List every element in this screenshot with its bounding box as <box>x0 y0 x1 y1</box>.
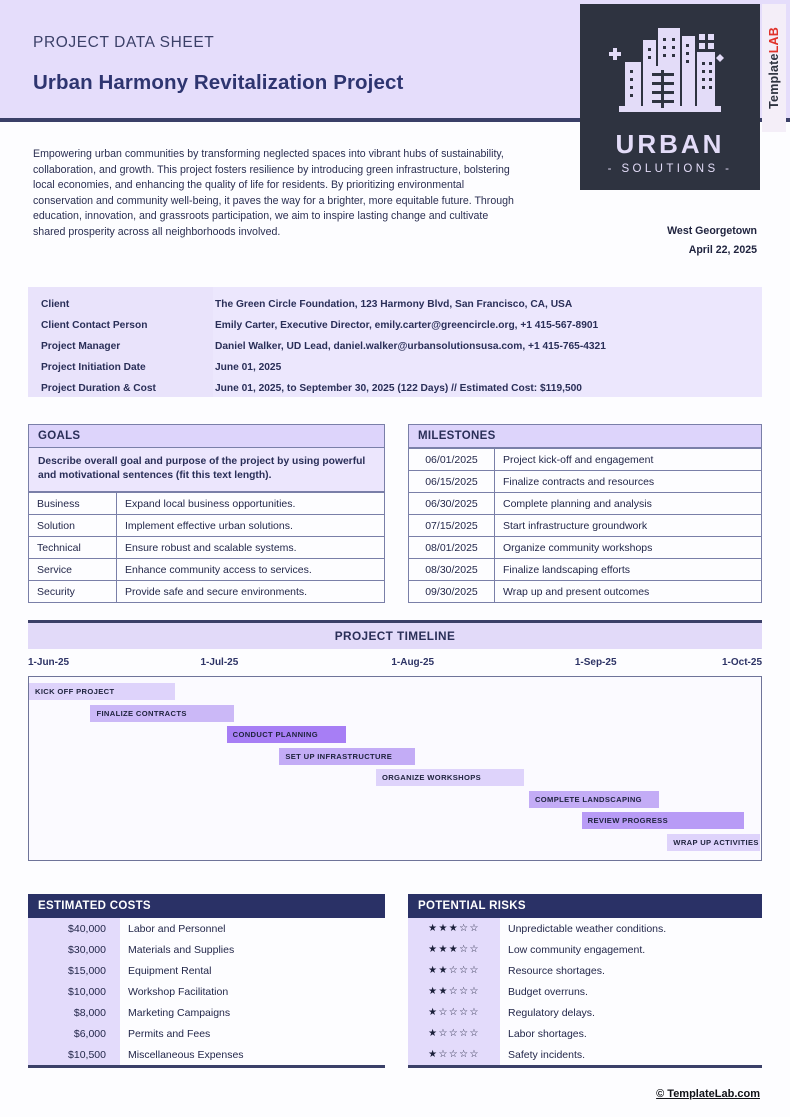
cost-amount: $30,000 <box>28 939 120 960</box>
gantt-bar: FINALIZE CONTRACTS <box>90 705 233 722</box>
table-row <box>408 981 762 1002</box>
risk-text: Resource shortages. <box>508 964 605 977</box>
milestone-text: Start infrastructure groundwork <box>495 515 762 537</box>
table-row <box>408 960 762 981</box>
logo-wordmark: URBAN <box>615 129 725 159</box>
initiation-date-value: June 01, 2025 <box>215 362 282 373</box>
table-row <box>28 1002 385 1023</box>
risks-title: POTENTIAL RISKS <box>408 894 762 918</box>
city-buildings-icon <box>607 18 733 127</box>
milestone-text: Finalize contracts and resources <box>495 471 762 493</box>
table-row <box>28 918 385 939</box>
table-row <box>408 1023 762 1044</box>
milestone-date: 07/15/2025 <box>409 515 495 537</box>
goal-value: Provide safe and secure environments. <box>117 581 385 603</box>
table-row <box>28 960 385 981</box>
risk-rating-stars: ★★★☆☆ <box>408 918 500 939</box>
timeline-tick: 1-Oct-25 <box>721 657 762 668</box>
goals-description: Describe overall goal and purpose of the project by using powerful and motivational sentences (fit this text length). <box>28 448 385 492</box>
page-eyebrow: PROJECT DATA SHEET <box>33 34 215 51</box>
client-label: Client <box>41 299 70 310</box>
table-row <box>28 981 385 1002</box>
risk-rating-stars: ★★☆☆☆ <box>408 960 500 981</box>
table-row <box>29 537 385 559</box>
table-row <box>408 918 762 939</box>
cost-item: Materials and Supplies <box>128 943 235 956</box>
table-row <box>29 493 385 515</box>
project-manager-value: Daniel Walker, UD Lead, daniel.walker@urbansolutionsusa.com, +1 415-765-4321 <box>215 341 606 352</box>
gantt-bar: REVIEW PROGRESS <box>582 812 745 829</box>
cost-item: Marketing Campaigns <box>128 1006 231 1019</box>
cost-amount: $40,000 <box>28 918 120 939</box>
goal-key: Solution <box>29 515 117 537</box>
table-row <box>409 449 762 471</box>
timeline-tick: 1-Jul-25 <box>200 657 239 668</box>
page-title: Urban Harmony Revitalization Project <box>33 71 404 94</box>
risks-list <box>408 918 762 1068</box>
table-row <box>28 1023 385 1044</box>
timeline-tick: 1-Aug-25 <box>391 657 435 668</box>
cost-amount: $10,500 <box>28 1044 120 1065</box>
table-row <box>409 581 762 603</box>
risk-text: Regulatory delays. <box>508 1006 595 1019</box>
client-value: The Green Circle Foundation, 123 Harmony Blvd, San Francisco, CA, USA <box>215 299 573 310</box>
milestones-panel <box>408 424 762 603</box>
milestones-title: MILESTONES <box>408 424 762 448</box>
project-manager-label: Project Manager <box>41 341 121 352</box>
gantt-bar: ORGANIZE WORKSHOPS <box>376 769 524 786</box>
goals-title: GOALS <box>28 424 385 448</box>
milestone-text: Complete planning and analysis <box>495 493 762 515</box>
cost-item: Workshop Facilitation <box>128 985 229 998</box>
milestone-text: Finalize landscaping efforts <box>495 559 762 581</box>
milestones-table <box>408 448 762 603</box>
table-row <box>28 1044 385 1065</box>
estimated-costs-panel <box>28 894 385 1068</box>
initiation-date-label: Project Initiation Date <box>41 362 146 373</box>
duration-cost-label: Project Duration & Cost <box>41 383 156 394</box>
potential-risks-panel <box>408 894 762 1068</box>
table-row <box>28 939 385 960</box>
goals-table <box>28 492 385 603</box>
cost-item: Miscellaneous Expenses <box>128 1048 244 1061</box>
milestone-date: 06/30/2025 <box>409 493 495 515</box>
timeline-tick: 1-Jun-25 <box>28 657 70 668</box>
milestone-date: 08/01/2025 <box>409 537 495 559</box>
table-row <box>408 1044 762 1065</box>
table-row <box>29 515 385 537</box>
cost-item: Labor and Personnel <box>128 922 226 935</box>
logo-tagline: - SOLUTIONS - <box>607 163 733 175</box>
milestone-date: 06/15/2025 <box>409 471 495 493</box>
table-row <box>409 493 762 515</box>
gantt-bar: WRAP UP ACTIVITIES <box>667 834 759 851</box>
gantt-bar: COMPLETE LANDSCAPING <box>529 791 659 808</box>
gantt-chart <box>28 676 762 861</box>
cost-amount: $6,000 <box>28 1023 120 1044</box>
cost-amount: $8,000 <box>28 1002 120 1023</box>
client-contact-value: Emily Carter, Executive Director, emily.carter@greencircle.org, +1 415-567-8901 <box>215 320 599 331</box>
risk-rating-stars: ★☆☆☆☆ <box>408 1002 500 1023</box>
milestone-text: Organize community workshops <box>495 537 762 559</box>
client-info-table <box>28 287 762 397</box>
milestone-text: Wrap up and present outcomes <box>495 581 762 603</box>
goal-value: Expand local business opportunities. <box>117 493 385 515</box>
table-row <box>408 1002 762 1023</box>
client-info-values <box>213 287 762 397</box>
goal-value: Implement effective urban solutions. <box>117 515 385 537</box>
company-logo <box>580 4 760 190</box>
cost-amount: $10,000 <box>28 981 120 1002</box>
milestone-text: Project kick-off and engagement <box>495 449 762 471</box>
costs-title: ESTIMATED COSTS <box>28 894 385 918</box>
meta-location: West Georgetown <box>667 225 757 237</box>
table-row <box>409 537 762 559</box>
intro-paragraph: Empowering urban communities by transforming neglected spaces into vibrant hubs of sustainability, collaboration, and growth. This project fosters resilience by introducing green infrastructure, bolstering local economies, and enhancing the quality of life for residents. By prioritizing environmental conservation and community well-being, it paves the way for a brighter, more equitable future. Through education, innovation, and grassroots participation, we aim to inspire lasting change and cultivate shared prosperity across all neighborhoods involved. <box>33 148 514 238</box>
meta-date: April 22, 2025 <box>688 244 757 256</box>
table-row <box>409 559 762 581</box>
cost-item: Permits and Fees <box>128 1027 211 1040</box>
gantt-bar: SET UP INFRASTRUCTURE <box>279 748 414 765</box>
watermark-suffix: LAB <box>767 27 781 54</box>
client-info-labels <box>28 287 213 397</box>
watermark-prefix: Template <box>767 53 781 109</box>
risk-rating-stars: ★☆☆☆☆ <box>408 1023 500 1044</box>
table-row <box>29 559 385 581</box>
goal-value: Ensure robust and scalable systems. <box>117 537 385 559</box>
duration-cost-value: June 01, 2025, to September 30, 2025 (122 Days) // Estimated Cost: $119,500 <box>215 383 582 394</box>
gantt-bar: CONDUCT PLANNING <box>227 726 346 743</box>
goal-key: Business <box>29 493 117 515</box>
risk-rating-stars: ★★★☆☆ <box>408 939 500 960</box>
milestone-date: 06/01/2025 <box>409 449 495 471</box>
cost-amount: $15,000 <box>28 960 120 981</box>
header-text-block <box>33 34 573 95</box>
risk-text: Budget overruns. <box>508 985 588 998</box>
cost-item: Equipment Rental <box>128 964 212 977</box>
table-row <box>409 515 762 537</box>
goal-key: Security <box>29 581 117 603</box>
risk-text: Unpredictable weather conditions. <box>508 922 667 935</box>
goals-panel <box>28 424 385 603</box>
timeline-tick: 1-Sep-25 <box>574 657 617 668</box>
footer-copyright: © TemplateLab.com <box>656 1088 760 1100</box>
goal-key: Service <box>29 559 117 581</box>
document-meta <box>537 222 757 260</box>
milestone-date: 09/30/2025 <box>409 581 495 603</box>
table-row <box>409 471 762 493</box>
client-contact-label: Client Contact Person <box>41 320 148 331</box>
risk-rating-stars: ★★☆☆☆ <box>408 981 500 1002</box>
templatelab-watermark <box>762 4 786 132</box>
risk-rating-stars: ★☆☆☆☆ <box>408 1044 500 1065</box>
gantt-bar: KICK OFF PROJECT <box>29 683 175 700</box>
timeline-axis <box>28 649 762 676</box>
risk-text: Labor shortages. <box>508 1027 587 1040</box>
goal-key: Technical <box>29 537 117 559</box>
table-row <box>408 939 762 960</box>
risk-text: Safety incidents. <box>508 1048 586 1061</box>
project-timeline-panel <box>28 620 762 861</box>
risk-text: Low community engagement. <box>508 943 646 956</box>
timeline-title: PROJECT TIMELINE <box>28 623 762 649</box>
milestone-date: 08/30/2025 <box>409 559 495 581</box>
costs-list <box>28 918 385 1068</box>
table-row <box>29 581 385 603</box>
goal-value: Enhance community access to services. <box>117 559 385 581</box>
